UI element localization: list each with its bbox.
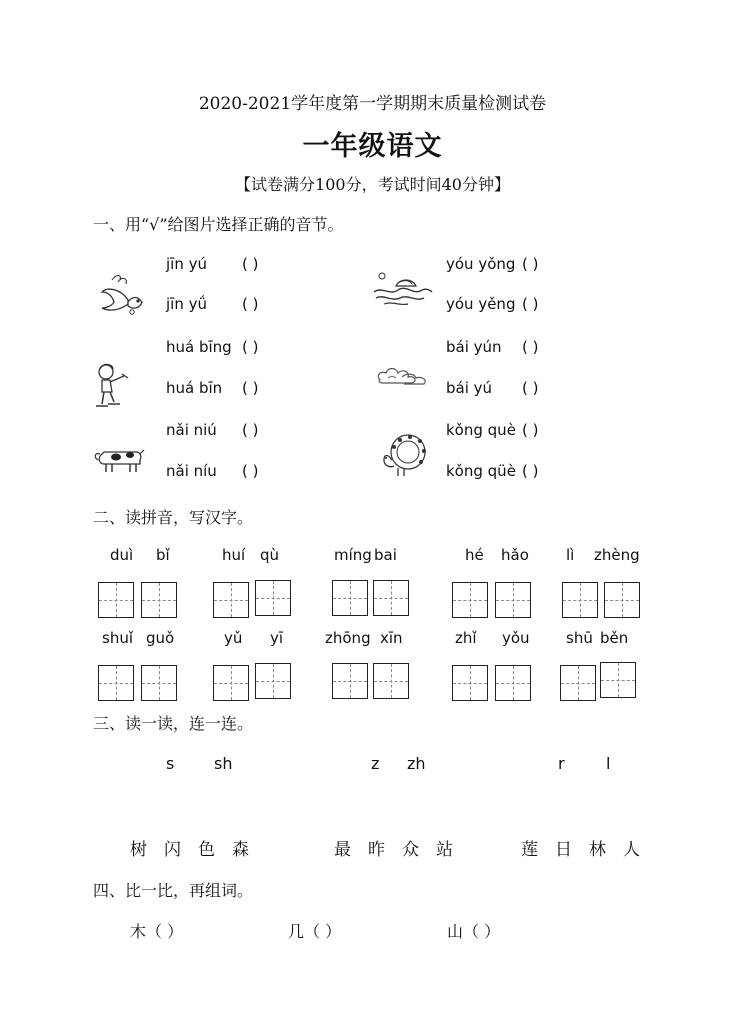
writing-grid[interactable] xyxy=(213,582,249,618)
section1-heading: 一、用“√”给图片选择正确的音节。 xyxy=(93,215,344,234)
option-cloud-1: bái yún xyxy=(446,338,502,356)
answer-bracket[interactable]: ( ) xyxy=(522,255,539,273)
answer-bracket[interactable]: ( ) xyxy=(242,379,259,397)
answer-bracket[interactable]: ( ) xyxy=(522,295,539,313)
pinyin-syllable: xīn xyxy=(380,629,403,647)
writing-grid[interactable] xyxy=(560,665,596,701)
writing-grid[interactable] xyxy=(141,582,177,618)
pinyin-syllable: hǎo xyxy=(501,546,529,564)
skater-icon xyxy=(92,360,136,412)
option-cow-1: nǎi niú xyxy=(166,421,217,439)
initial-sound[interactable]: z xyxy=(371,754,380,773)
answer-bracket[interactable]: ( ) xyxy=(242,462,259,480)
swimmer-icon xyxy=(372,268,434,308)
pinyin-syllable: duì xyxy=(110,546,134,564)
answer-bracket[interactable]: ( ) xyxy=(242,255,259,273)
writing-grid[interactable] xyxy=(332,580,368,616)
answer-bracket[interactable]: ( ) xyxy=(242,421,259,439)
option-skater-2: huá bīn xyxy=(166,379,223,397)
cloud-icon xyxy=(374,364,432,390)
peacock-icon xyxy=(378,432,434,480)
pinyin-syllable: qù xyxy=(260,546,280,564)
pinyin-syllable: zhǐ xyxy=(455,629,477,647)
character-group[interactable]: 树闪色森 xyxy=(130,840,266,860)
option-goldfish-2: jīn yǘ xyxy=(166,295,207,313)
writing-grid[interactable] xyxy=(452,582,488,618)
option-peacock-1: kǒng què xyxy=(446,421,516,439)
writing-grid[interactable] xyxy=(141,665,177,701)
answer-bracket[interactable]: ( ) xyxy=(242,338,259,356)
answer-bracket[interactable]: ( ) xyxy=(522,338,539,356)
writing-grid[interactable] xyxy=(98,665,134,701)
pinyin-syllable: shū xyxy=(566,629,593,647)
writing-grid[interactable] xyxy=(604,582,640,618)
pinyin-syllable: hé xyxy=(465,546,484,564)
writing-grid[interactable] xyxy=(255,580,291,616)
option-skater-1: huá bīng xyxy=(166,338,232,356)
pinyin-syllable: zhèng xyxy=(594,546,640,564)
section4-heading: 四、比一比，再组词。 xyxy=(93,881,254,900)
pinyin-syllable: běn xyxy=(600,629,629,647)
goldfish-icon xyxy=(98,272,148,318)
exam-title: 2020-2021学年度第一学期期末质量检测试卷 xyxy=(198,94,547,114)
word-blank-mu[interactable]: 木（ ） xyxy=(130,922,184,941)
pinyin-syllable: bǐ xyxy=(156,546,170,564)
section2-heading: 二、读拼音，写汉字。 xyxy=(93,508,254,527)
answer-bracket[interactable]: ( ) xyxy=(522,379,539,397)
writing-grid[interactable] xyxy=(98,582,134,618)
option-swim-2: yóu yěng xyxy=(446,295,516,313)
answer-bracket[interactable]: ( ) xyxy=(242,295,259,313)
pinyin-syllable: yǒu xyxy=(502,629,530,647)
pinyin-syllable: guǒ xyxy=(146,629,175,647)
writing-grid[interactable] xyxy=(332,663,368,699)
pinyin-syllable: yǔ xyxy=(224,629,243,647)
option-cow-2: nǎi níu xyxy=(166,462,217,480)
writing-grid[interactable] xyxy=(373,663,409,699)
pinyin-syllable: bai xyxy=(374,546,397,564)
writing-grid[interactable] xyxy=(452,665,488,701)
initial-sound[interactable]: r xyxy=(558,754,565,773)
answer-bracket[interactable]: ( ) xyxy=(522,462,539,480)
pinyin-syllable: lì xyxy=(566,546,575,564)
exam-note: 【试卷满分100分，考试时间40分钟】 xyxy=(235,175,510,194)
writing-grid[interactable] xyxy=(562,582,598,618)
word-blank-ji[interactable]: 几（ ） xyxy=(288,922,342,941)
writing-grid[interactable] xyxy=(373,580,409,616)
answer-bracket[interactable]: ( ) xyxy=(522,421,539,439)
writing-grid[interactable] xyxy=(213,665,249,701)
initial-sound[interactable]: s xyxy=(166,754,175,773)
writing-grid[interactable] xyxy=(495,582,531,618)
section3-heading: 三、读一读，连一连。 xyxy=(93,714,254,733)
initial-sound[interactable]: sh xyxy=(214,754,233,773)
option-goldfish-1: jīn yú xyxy=(166,255,207,273)
writing-grid[interactable] xyxy=(255,663,291,699)
option-cloud-2: bái yú xyxy=(446,379,493,397)
pinyin-syllable: míng xyxy=(334,546,372,564)
pinyin-syllable: shuǐ xyxy=(102,629,133,647)
option-peacock-2: kǒng qüè xyxy=(446,462,516,480)
initial-sound[interactable]: zh xyxy=(407,754,426,773)
pinyin-syllable: zhōng xyxy=(325,629,371,647)
writing-grid[interactable] xyxy=(600,662,636,698)
initial-sound[interactable]: l xyxy=(606,754,611,773)
character-group[interactable]: 莲日林人 xyxy=(521,840,657,860)
option-swim-1: yóu yǒng xyxy=(446,255,516,273)
subject-title: 一年级语文 xyxy=(302,131,443,162)
character-group[interactable]: 最昨众站 xyxy=(334,840,470,860)
pinyin-syllable: huí xyxy=(222,546,246,564)
cow-icon xyxy=(92,442,146,476)
pinyin-syllable: yī xyxy=(270,629,284,647)
word-blank-shan[interactable]: 山（ ） xyxy=(447,922,501,941)
writing-grid[interactable] xyxy=(495,665,531,701)
